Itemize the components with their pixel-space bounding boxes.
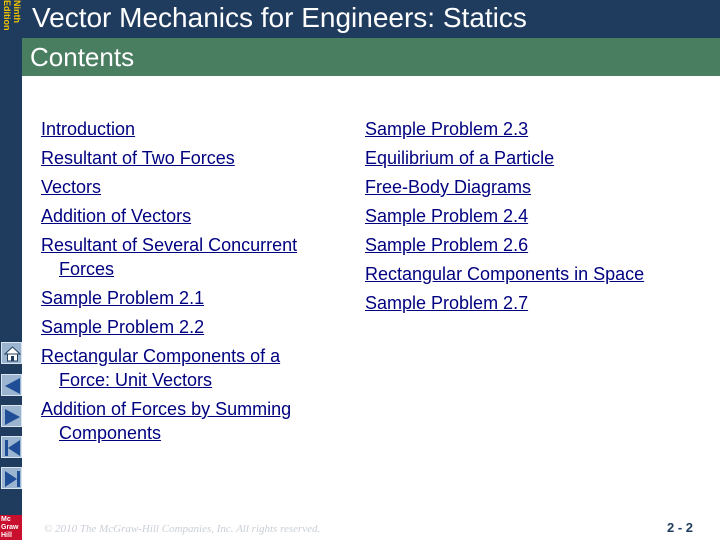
toc-link-resultant-concurrent-forces[interactable] [41,233,341,281]
toc-link-label: Resultant of Two Forces [41,148,235,168]
contents-left-column [41,117,341,450]
contents-right-column [365,117,705,320]
toc-link-sample-problem-2-1[interactable] [41,286,341,310]
edition-badge [0,0,22,44]
toc-link-sample-problem-2-3[interactable] [365,117,705,141]
toc-link-addition-of-vectors[interactable] [41,204,341,228]
forward-arrow-icon [2,406,23,428]
logo-line-2: Graw [1,524,19,531]
edition-line-2: Edition [2,0,12,31]
toc-link-label: Resultant of Several Concurrent [41,235,298,255]
toc-link-label: Sample Problem 2.4 [365,206,529,226]
toc-link-continuation: Force: Unit Vectors [59,370,213,390]
toc-link-sample-problem-2-6[interactable] [365,233,705,257]
toc-link-label: Sample Problem 2.1 [41,288,205,308]
toc-link-continuation: Components [59,423,162,443]
last-slide-icon [2,468,23,490]
home-button[interactable] [1,342,22,364]
slide-number: 2 - 2 [667,520,694,535]
last-slide-button[interactable] [1,467,22,489]
first-slide-icon [2,437,23,459]
toc-link-rectangular-components-space[interactable] [365,262,705,286]
logo-line-1: Mc [1,516,11,523]
home-icon [2,343,23,365]
toc-link-sample-problem-2-2[interactable] [41,315,341,339]
toc-link-label: Addition of Forces by Summing [41,399,292,419]
left-sidebar-strip [0,0,22,540]
toc-link-sample-problem-2-7[interactable] [365,291,705,315]
publisher-logo [0,515,22,540]
publisher-logo-text [1,516,21,540]
toc-link-continuation: Forces [59,259,115,279]
next-slide-button[interactable] [1,405,22,427]
toc-link-vectors[interactable] [41,175,341,199]
toc-link-addition-by-summing[interactable] [41,397,341,445]
toc-link-free-body-diagrams[interactable] [365,175,705,199]
page-title: Vector Mechanics for Engineers: Statics [32,2,527,33]
section-bar [22,38,720,76]
back-arrow-icon [2,375,23,397]
title-bar [22,0,720,38]
copyright-notice: © 2010 The McGraw-Hill Companies, Inc. All rights reserved. [44,523,321,535]
toc-link-label: Sample Problem 2.2 [41,317,205,337]
edition-line-1: Ninth [12,0,22,23]
edition-label [2,0,22,44]
toc-link-label: Sample Problem 2.3 [365,119,529,139]
previous-slide-button[interactable] [1,374,22,396]
toc-link-sample-problem-2-4[interactable] [365,204,705,228]
first-slide-button[interactable] [1,436,22,458]
logo-line-3: Hill [1,532,12,539]
toc-link-label: Free-Body Diagrams [365,177,532,197]
toc-link-label: Rectangular Components of a [41,346,281,366]
toc-link-label: Sample Problem 2.7 [365,293,529,313]
toc-link-label: Vectors [41,177,102,197]
toc-link-label: Introduction [41,119,136,139]
section-title: Contents [30,42,135,72]
toc-link-equilibrium-of-particle[interactable] [365,146,705,170]
toc-link-rectangular-components[interactable] [41,344,341,392]
toc-link-resultant-two-forces[interactable] [41,146,341,170]
toc-link-label: Equilibrium of a Particle [365,148,555,168]
toc-link-label: Sample Problem 2.6 [365,235,529,255]
toc-link-label: Rectangular Components in Space [365,264,645,284]
toc-link-label: Addition of Vectors [41,206,192,226]
toc-link-introduction[interactable] [41,117,341,141]
